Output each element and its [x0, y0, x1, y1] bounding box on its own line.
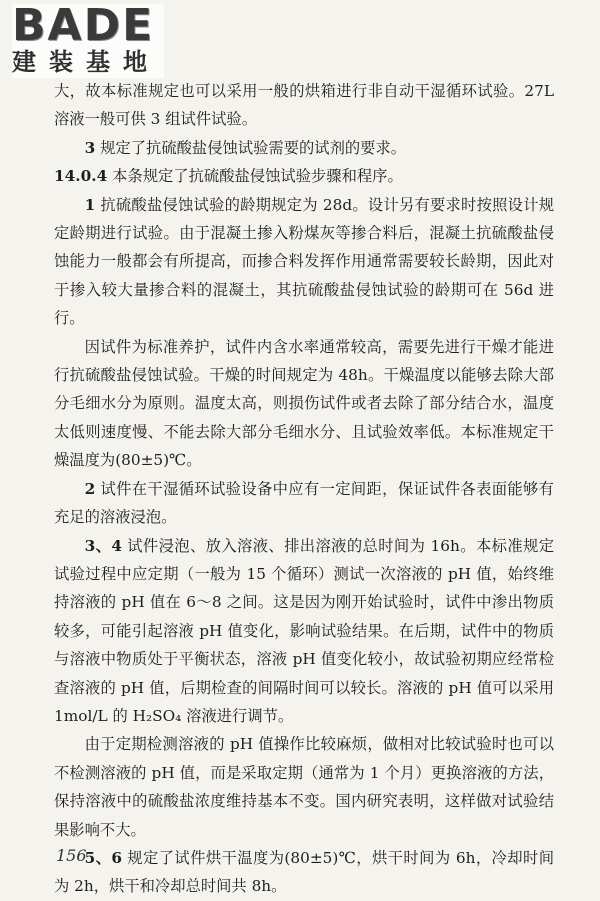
paragraph-text: 因试件为标准养护，试件内含水率通常较高，需要先进行干燥才能进行抗硫酸盐侵蚀试验。干燥的时间规定为 48h。干燥温度以能够去除大部分毛细水分为原则。温度太高，则损伤试件或者去除了部分结合水，温度太低则速度慢、不能去除大部分毛细水分、且试验效率低。本标准规定干燥温度为(80±5)℃。	[54, 337, 554, 470]
page-body	[54, 77, 554, 901]
item-number: 2	[84, 479, 96, 498]
paragraph-text: 大，故本标准规定也可以采用一般的烘箱进行非自动干湿循环试验。27L 溶液一般可供 3 组试件试验。	[54, 82, 554, 129]
paragraph	[54, 77, 554, 134]
paragraph	[54, 134, 554, 162]
paragraph-text: 规定了试件烘干温度为(80±5)℃，烘干时间为 6h，冷却时间为 2h，烘干和冷却总时间共 8h。	[54, 848, 554, 896]
paragraph-text: 由于定期检测溶液的 pH 值操作比较麻烦，做相对比较试验时也可以不检测溶液的 pH 值，而是采取定期（通常为 1 个月）更换溶液的方法，保持溶液中的硫酸盐浓度维持基本不变。国内研究表明，这样做对试验结果影响不大。	[54, 735, 554, 839]
paragraph	[54, 844, 554, 901]
paragraph-text: 规定了抗硫酸盐侵蚀试验需要的试剂的要求。	[100, 138, 407, 157]
paragraph-text: 试件在干湿循环试验设备中应有一定间距，保证试件各表面能够有充足的溶液浸泡。	[54, 479, 554, 527]
section-heading	[54, 162, 554, 190]
item-number: 3、4	[84, 536, 122, 555]
paragraph-text: 试件浸泡、放入溶液、排出溶液的总时间为 16h。本标准规定试验过程中应定期（一般为 15 个循环）测试一次溶液的 pH 值，始终维持溶液的 pH 值在 6～8 之间。这是因为刚开始试验时，试件中渗出物质较多，可能引起溶液 pH 值变化，影响试验结果。在后期，试件中的物质与溶液中物质处于平衡状态，溶液 pH 值变化较小，故试验初期应经常检查溶液的 pH 值，后期检查的间隔时间可以较长。溶液的 pH 值可以采用 1mol/L 的 H₂SO₄ 溶液进行调节。	[54, 536, 554, 725]
item-number: 5、6	[84, 848, 123, 867]
watermark-logo-text: BADE	[12, 0, 155, 51]
paragraph	[54, 730, 554, 844]
item-number: 1	[84, 195, 96, 214]
page-number: 156	[56, 846, 87, 865]
item-number: 3	[84, 138, 96, 157]
paragraph-text: 本条规定了抗硫酸盐侵蚀试验步骤和程序。	[112, 167, 403, 186]
section-number: 14.0.4	[54, 167, 108, 186]
paragraph	[54, 532, 554, 731]
paragraph	[54, 191, 554, 333]
paragraph	[54, 475, 554, 532]
paragraph-text: 抗硫酸盐侵蚀试验的龄期规定为 28d。设计另有要求时按照设计规定龄期进行试验。由于混凝土掺入粉煤灰等掺合料后，混凝土抗硫酸盐侵蚀能力一般都会有所提高，而掺合料发挥作用通常需要较长龄期，因此对于掺入较大量掺合料的混凝土，其抗硫酸盐侵蚀试验的龄期可在 56d 进行。	[54, 195, 554, 328]
paragraph	[54, 333, 554, 475]
watermark-subtitle: 建装基地	[12, 48, 160, 76]
watermark-logo	[12, 0, 164, 78]
